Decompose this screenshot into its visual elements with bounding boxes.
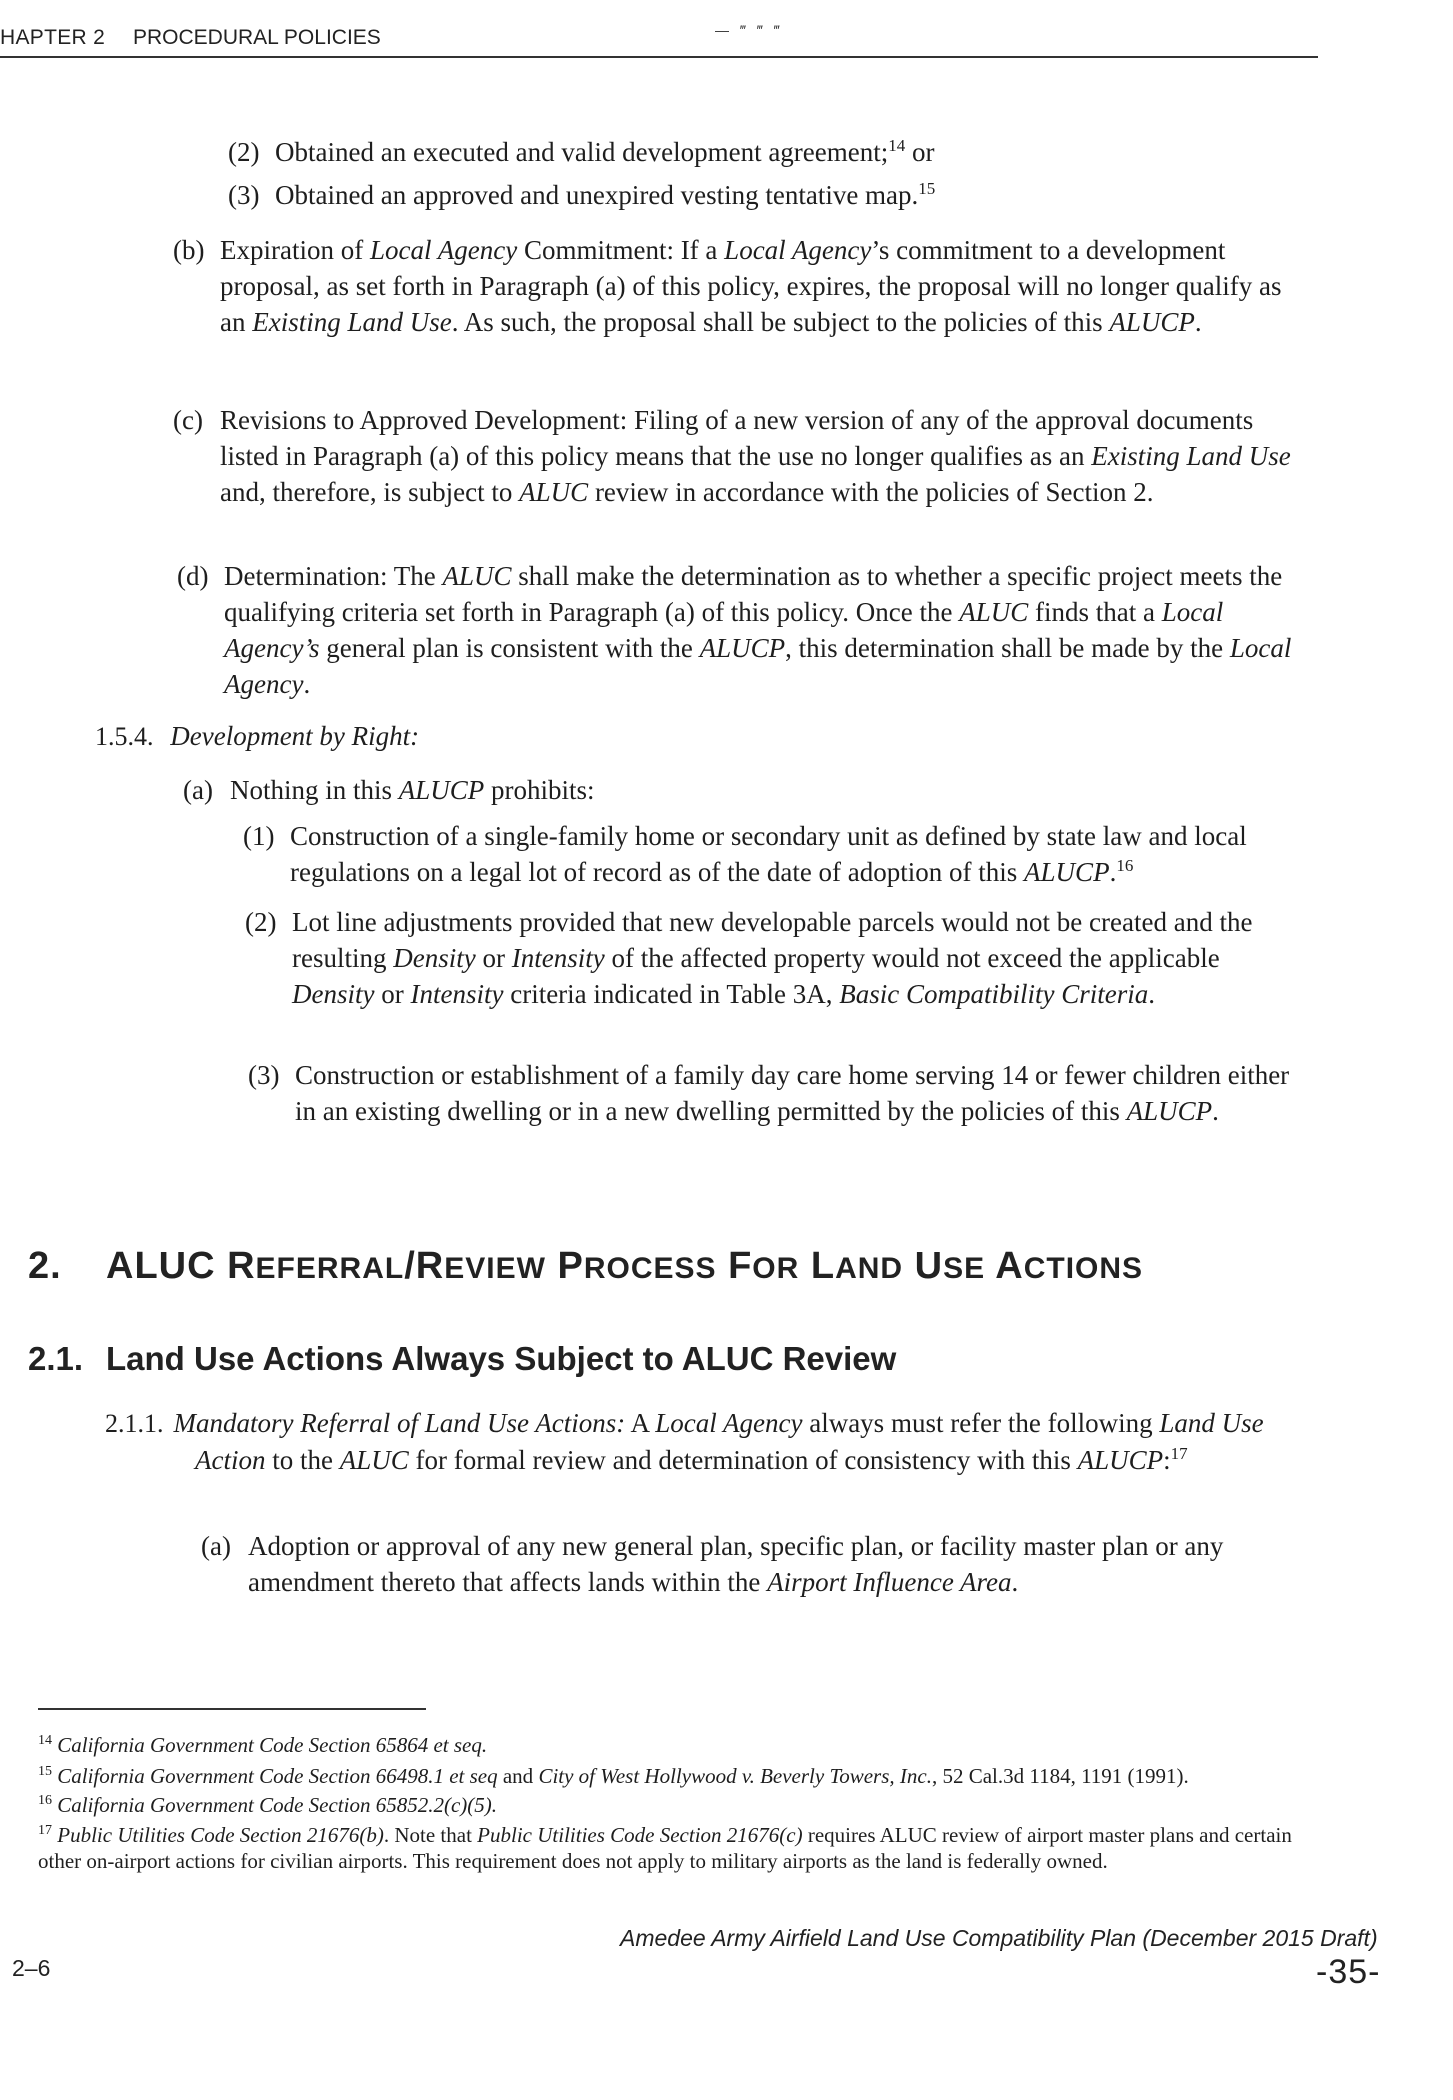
footnote-14 <box>38 1732 1318 1758</box>
text: ’s commitment to a development proposal, as set forth in Paragraph (a) of this policy, expires, the proposal will no longer qualify as an <box>220 235 1282 337</box>
text: Construction of a single-family home or secondary unit as defined by state law and local regulations on a legal lot of record as of the date of adoption of this <box>290 821 1247 887</box>
defined-term: Density <box>292 979 375 1009</box>
defined-term: ALUC <box>519 477 589 507</box>
defined-term: ALUCP <box>1109 307 1195 337</box>
defined-term: Density <box>393 943 476 973</box>
defined-term: Land Use Action <box>195 1408 1264 1475</box>
defined-term: Existing Land Use <box>252 307 452 337</box>
item-2-lot-line <box>245 904 1298 1012</box>
text: for formal review and determination of consistency with this <box>408 1445 1078 1475</box>
heading-text: OR <box>752 1252 800 1285</box>
footnote-number: 16 <box>38 1793 52 1808</box>
footnote-rule <box>38 1708 426 1710</box>
text: . <box>303 669 311 699</box>
text: review in accordance with the policies of Section 2. <box>588 477 1154 507</box>
footnote-text: Public Utilities Code Section 21676(b) <box>57 1823 384 1847</box>
heading-text: AND <box>835 1252 904 1285</box>
heading-text: L <box>799 1245 836 1287</box>
item-text-tail: or <box>905 137 935 167</box>
defined-term: ALUCP <box>1126 1096 1213 1126</box>
text: . <box>1212 1096 1219 1126</box>
text: Construction or establishment of a family day care home serving 14 or fewer children either in an existing dwelling or in a new dwelling permitted by the policies of this <box>295 1060 1290 1126</box>
item-label: (b) <box>173 235 205 265</box>
item-3-family-day-care <box>248 1057 1300 1129</box>
text: Revisions to Approved Development: Filing of a new version of any of the approval documents listed in Paragraph (a) of this policy means that the use no longer qualifies as an <box>220 405 1254 471</box>
text: general plan is consistent with the <box>319 633 700 663</box>
footnote-text: California Government Code Section 65852.2(c)(5). <box>57 1793 497 1817</box>
item-3-vesting-map <box>228 177 1345 213</box>
section-2-heading <box>28 1245 1143 1288</box>
text: . <box>1109 857 1117 887</box>
item-label: (a) <box>201 1531 231 1561</box>
subsection-1-5-4 <box>95 718 795 755</box>
footnote-number: 17 <box>38 1823 52 1838</box>
defined-term: Local Agency <box>724 235 872 265</box>
footnote-text: requires ALUC review of airport master plans and certain other on-airport actions for civilian airports. This requirement does not apply to military airports as the land is federally owned. <box>38 1823 1292 1873</box>
text: and, therefore, is subject to <box>220 477 520 507</box>
footnote-ref: 15 <box>918 179 936 198</box>
heading-text: ALUC R <box>106 1245 256 1287</box>
footnote-text: City of West Hollywood v. Beverly Towers, Inc. <box>538 1764 932 1788</box>
text: Nothing in this <box>230 775 399 805</box>
chapter-title: PROCEDURAL POLICIES <box>133 26 381 49</box>
defined-term: ALUC <box>959 597 1029 627</box>
heading-text: U <box>903 1245 944 1287</box>
defined-term: ALUCP <box>699 633 786 663</box>
item-1-single-family <box>243 818 1300 890</box>
heading-text: SE <box>943 1252 986 1285</box>
heading-text: EFERRAL <box>255 1252 405 1285</box>
defined-term: Intensity <box>511 943 605 973</box>
defined-term: ALUC <box>442 561 512 591</box>
subsection-2-1-1 <box>105 1405 1307 1478</box>
paragraph-2-1-1-a <box>201 1528 1306 1600</box>
text: . <box>1011 1567 1019 1597</box>
text: A <box>625 1408 656 1438</box>
defined-term: Local Agency <box>655 1408 803 1438</box>
paragraph-c-revisions <box>173 402 1292 510</box>
paragraph-d-determination <box>177 558 1292 702</box>
heading-text: CTIONS <box>1023 1252 1144 1285</box>
heading-text: F <box>716 1245 753 1287</box>
item-text: Obtained an executed and valid development agreement; <box>275 137 889 167</box>
footnote-number: 15 <box>38 1764 52 1779</box>
heading-text: ROCESS <box>583 1252 717 1285</box>
defined-term: Local Agency <box>224 633 1292 699</box>
header-rule <box>0 56 1318 58</box>
defined-term: Existing Land Use <box>1091 441 1291 471</box>
text: to the <box>265 1445 340 1475</box>
footnote-text: , 52 Cal.3d 1184, 1191 (1991). <box>931 1764 1189 1788</box>
text: . <box>1148 979 1155 1009</box>
item-label: (2) <box>228 137 260 167</box>
item-label: (d) <box>177 561 209 591</box>
text: or <box>475 943 512 973</box>
footnote-17 <box>38 1822 1318 1874</box>
text: . <box>1194 307 1202 337</box>
text: , this determination shall be made by the <box>785 633 1230 663</box>
text: shall make the determination as to whether a specific project meets the qualifying criteria set forth in Paragraph (a) of this policy. Once the <box>224 561 1283 627</box>
text: Adoption or approval of any new general plan, specific plan, or facility master plan or any amendment thereto that affects lands within the <box>248 1531 1224 1597</box>
defined-term: Local Agency’s <box>224 597 1224 663</box>
item-label: (2) <box>245 907 277 937</box>
item-text: Obtained an approved and unexpired vesting tentative map. <box>275 180 919 210</box>
header-marks: — ‴ ‴ ‴ <box>715 22 784 38</box>
heading-text: EVIEW <box>444 1252 546 1285</box>
text: Expiration of <box>220 235 370 265</box>
chapter-label: HAPTER 2 <box>0 26 106 49</box>
page-number: 2–6 <box>12 1955 51 1981</box>
item-label: (1) <box>243 821 275 851</box>
paragraph-b-expiration <box>173 232 1292 340</box>
defined-term: ALUC <box>339 1445 409 1475</box>
footnote-15 <box>38 1763 1318 1789</box>
heading-text: /R <box>404 1245 445 1287</box>
text: of the affected property would not exceed the applicable <box>604 943 1220 973</box>
footnote-text: Public Utilities Code Section 21676(c) <box>477 1823 803 1847</box>
item-label: (3) <box>228 180 260 210</box>
heading-text: Land Use Actions Always Subject to ALUC Review <box>106 1340 897 1377</box>
defined-term: Mandatory Referral of Land Use Actions: <box>173 1408 626 1438</box>
heading-text: P <box>545 1245 584 1287</box>
footer-title: Amedee Army Airfield Land Use Compatibility Plan (December 2015 Draft) <box>620 1925 1378 1951</box>
text: Determination: The <box>224 561 443 591</box>
defined-term: Airport Influence Area <box>767 1567 1012 1597</box>
text: or <box>374 979 411 1009</box>
heading-text: A <box>985 1245 1024 1287</box>
defined-term: Local Agency <box>369 235 518 265</box>
text: : <box>1163 1445 1171 1475</box>
section-number: 2. <box>28 1245 62 1287</box>
section-2-1-heading <box>28 1340 896 1378</box>
item-2-agreement <box>228 134 1345 170</box>
defined-term: ALUCP <box>398 775 485 805</box>
text: prohibits: <box>484 775 595 805</box>
subsection-number: 1.5.4. <box>95 722 154 751</box>
handwritten-page-stamp: -35- <box>1316 1953 1381 1991</box>
text: criteria indicated in Table 3A, <box>503 979 840 1009</box>
text: Commitment: If a <box>517 235 725 265</box>
subsection-title: Development by Right: <box>170 721 420 751</box>
text: . As such, the proposal shall be subject to the policies of this <box>451 307 1110 337</box>
text: Lot line adjustments provided that new developable parcels would not be created and the resulting <box>292 907 1253 973</box>
footnote-16 <box>38 1792 1318 1818</box>
footnote-ref: 17 <box>1170 1444 1188 1463</box>
paragraph-a-nothing <box>183 772 1130 808</box>
defined-term: ALUCP <box>1077 1445 1164 1475</box>
item-label: (a) <box>183 775 213 805</box>
footnote-ref: 16 <box>1116 856 1134 875</box>
footnote-text: . Note that <box>383 1823 478 1847</box>
item-label: (3) <box>248 1060 280 1090</box>
defined-term: Intensity <box>410 979 504 1009</box>
defined-term: ALUCP <box>1024 857 1110 887</box>
footnote-number: 14 <box>38 1733 52 1748</box>
text: always must refer the following <box>802 1408 1160 1438</box>
footnote-text: and <box>497 1764 539 1788</box>
subsection-number: 2.1.1. <box>105 1409 164 1438</box>
item-label: (c) <box>173 405 203 435</box>
footnote-ref: 14 <box>888 136 906 155</box>
footnote-text: California Government Code Section 65864 et seq. <box>57 1733 488 1757</box>
text: finds that a <box>1028 597 1162 627</box>
section-number: 2.1. <box>28 1340 84 1377</box>
defined-term: Basic Compatibility Criteria <box>839 979 1149 1009</box>
footnote-text: California Government Code Section 66498.1 et seq <box>57 1764 498 1788</box>
